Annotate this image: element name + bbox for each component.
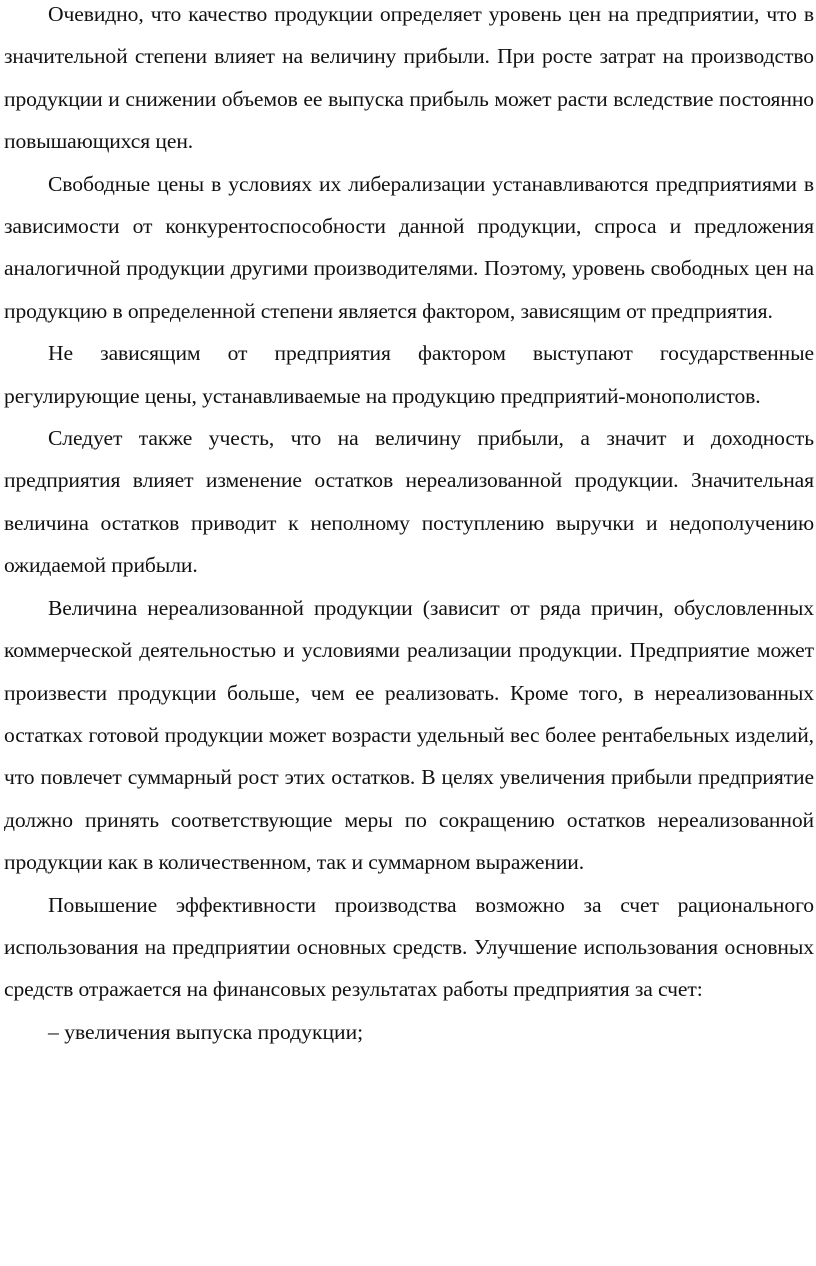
paragraph-price-quality: Очевидно, что качество продукции определяет уровень цен на предприятии, что в значительной степени влияет на величину прибыли. При росте затрат на производство продукции и снижении объемов ее выпуска прибыль может расти вследствие постоянно повышающихся цен. xyxy=(4,2,814,154)
paragraph-fixed-assets: Повышение эффективности производства возможно за счет рационального использования на предприятии основных средств. Улучшение использования основных средств отражается на финансовых результатах работы предприятия за счет: xyxy=(4,892,814,1002)
list-item: – увеличения выпуска продукции; xyxy=(48,1019,364,1044)
paragraph-unsold-volume: Величина нереализованной продукции (зависит от ряда причин, обусловленных коммерческой деятельностью и условиями реализации продукции. Предприятие может произвести продукции больше, чем ее реализовать. Кроме того, в нереализованных остатках готовой продукции может возрасти удельный вес более рентабельных изделий, что повлечет суммарный рост этих остатков. В целях увеличения прибыли предприятие должно принять соответствующие меры по сокращению остатков нереализованной продукции как в количественном, так и суммарном выражении. xyxy=(4,595,814,875)
paragraph-regulated-prices: Не зависящим от предприятия фактором выступают государственные регулирующие цены, устанавливаемые на продукцию предприятий-монополистов. xyxy=(4,341,814,408)
paragraph-free-prices: Свободные цены в условиях их либерализации устанавливаются предприятиями в зависимости от конкурентоспособности данной продукции, спроса и предложения аналогичной продукции другими производителями. Поэтому, уровень свободных цен на продукцию в определенной степени является фактором, зависящим от предприятия. xyxy=(4,171,814,323)
paragraph-unsold-stock: Следует также учесть, что на величину прибыли, а значит и доходность предприятия влияет изменение остатков нереализованной продукции. Значительная величина остатков приводит к неполному поступлению выручки и недополучению ожидаемой прибыли. xyxy=(4,426,814,578)
